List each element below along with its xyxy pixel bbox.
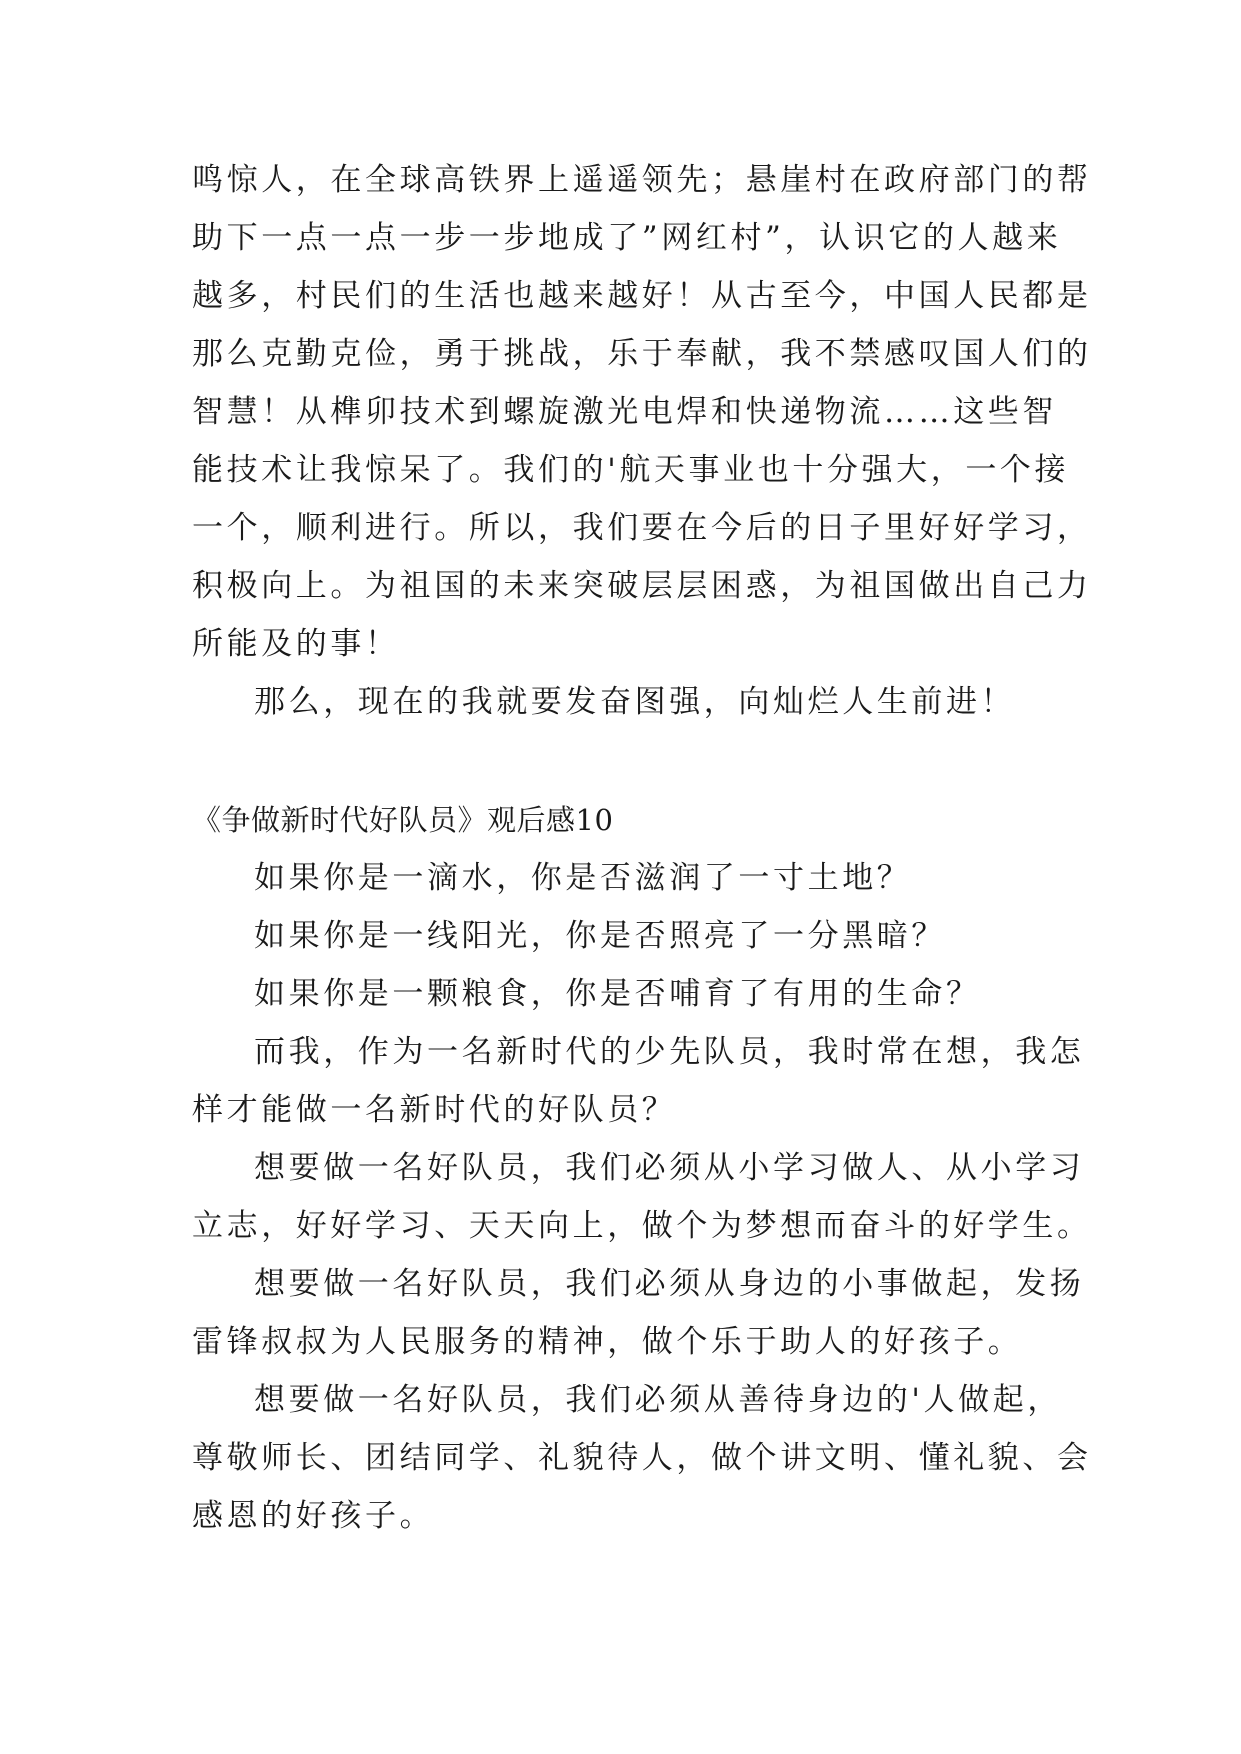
paragraph-line: 样才能做一名新时代的好队员？ <box>192 1092 677 1128</box>
paragraph-line: 立志，好好学习、天天向上，做个为梦想而奋斗的好学生。 <box>192 1208 1092 1244</box>
section-title: 《争做新时代好队员》观后感10 <box>192 803 614 837</box>
paragraph-line: 能技术让我惊呆了。我们的'航天事业也十分强大，一个接 <box>192 452 1070 488</box>
paragraph-line: 雷锋叔叔为人民服务的精神，做个乐于助人的好孩子。 <box>192 1324 1023 1360</box>
paragraph-line: 一个，顺利进行。所以，我们要在今后的日子里好好学习， <box>192 510 1092 546</box>
paragraph-line: 智慧！从榫卯技术到螺旋激光电焊和快递物流……这些智 <box>192 394 1057 430</box>
paragraph-line: 所能及的事！ <box>192 626 400 662</box>
paragraph-line: 如果你是一颗粮食，你是否哺育了有用的生命？ <box>254 976 981 1012</box>
paragraph-line: 鸣惊人，在全球高铁界上遥遥领先；悬崖村在政府部门的帮 <box>192 162 1092 198</box>
paragraph-line: 而我，作为一名新时代的少先队员，我时常在想，我怎 <box>254 1034 1085 1070</box>
paragraph-line: 如果你是一滴水，你是否滋润了一寸土地？ <box>254 860 912 896</box>
paragraph-line: 想要做一名好队员，我们必须从身边的小事做起，发扬 <box>254 1266 1085 1302</box>
paragraph-line: 越多，村民们的生活也越来越好！从古至今，中国人民都是 <box>192 278 1092 314</box>
paragraph-line: 如果你是一线阳光，你是否照亮了一分黑暗？ <box>254 918 946 954</box>
paragraph-line: 尊敬师长、团结同学、礼貌待人，做个讲文明、懂礼貌、会 <box>192 1440 1092 1476</box>
closing-paragraph: 那么，现在的我就要发奋图强，向灿烂人生前进！ <box>254 684 1016 720</box>
paragraph-line: 想要做一名好队员，我们必须从小学习做人、从小学习 <box>254 1150 1085 1186</box>
paragraph-line: 想要做一名好队员，我们必须从善待身边的'人做起， <box>254 1382 1062 1418</box>
paragraph-line: 助下一点一点一步一步地成了”网红村”，认识它的人越来 <box>192 220 1062 256</box>
paragraph-line: 感恩的好孩子。 <box>192 1498 435 1534</box>
paragraph-line: 那么克勤克俭，勇于挑战，乐于奉献，我不禁感叹国人们的 <box>192 336 1092 372</box>
paragraph-line: 积极向上。为祖国的未来突破层层困惑，为祖国做出自己力 <box>192 568 1092 604</box>
